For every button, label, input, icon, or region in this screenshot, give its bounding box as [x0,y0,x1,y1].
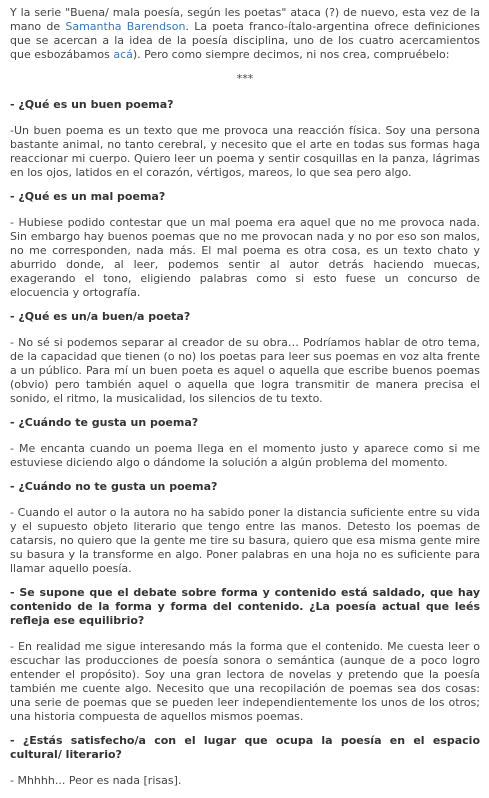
answer-4: - Me encanta cuando un poema llega en el momento justo y aparece como si me estuviese diciendo algo o dándome la solución a algún problema del momento. [10,442,480,469]
author-link[interactable]: Samantha Barendson [65,20,186,33]
answer-6: - En realidad me sigue interesando más la forma que el contenido. Me cuesta leer o escuchar las producciones de poesía sonora o semántica (aunque de a poco logro entender el propósito). Soy una gran lectora de novelas y pretendo que la poesía también me cuente algo. Necesito que una recopilación de poemas sea dos cosas: una serie de poemas que se pueden leer independientemente los unos de los otros; una historia compuesta de aquellos mismos poemas. [10,640,480,723]
question-6: - Se supone que el debate sobre forma y contenido está saldado, que hay contenido de la forma y forma del contenido. ¿La poesía actual que leés refleja ese equilibrio? [10,586,480,627]
question-3: - ¿Qué es un/a buen/a poeta? [10,310,191,323]
aca-link[interactable]: acá [113,48,133,61]
article-body [10,6,480,798]
intro-paragraph [10,6,480,62]
intro-text-end: ). Pero como siempre decimos, ni nos crea, compruébelo: [132,48,450,61]
question-4: - ¿Cuándo te gusta un poema? [10,416,199,429]
question-2: - ¿Qué es un mal poema? [10,190,166,203]
intro-text-start: Y la serie "Buena/ mala poesía, según les poetas" ataca (?) de nuevo, esta vez de la mano de [10,6,480,33]
answer-3: - No sé si podemos separar al creador de su obra… Podríamos hablar de otro tema, de la capacidad que tienen (o no) los poetas para leer sus poemas en voz alta frente a un público. Para mí un buen poeta es aquel o aquella que escribe buenos poemas (obvio) pero también aquel o aquella que logra transmitir de manera precisa el sonido, el ritmo, la musicalidad, los silencios de tu texto. [10,336,480,405]
answer-2: - Hubiese podido contestar que un mal poema era aquel que no me provoca nada. Sin embargo hay buenos poemas que no me provocan nada y no por eso son malos, no me corresponden, nada más. El mal poema es otra cosa, es un texto chato y aburrido donde, al leer, podemos sentir al autor detrás haciendo muecas, exagerando el tono, eligiendo palabras como si esto fuese un concurso de elocuencia y ortografía. [10,216,480,299]
question-5: - ¿Cuándo no te gusta un poema? [10,480,218,493]
question-1: - ¿Qué es un buen poema? [10,98,174,111]
answer-1: -Un buen poema es un texto que me provoca una reacción física. Soy una persona bastante animal, no tanto cerebral, y necesito que el arte en todas sus formas haga reaccionar mi cuerpo. Quiero leer un poema y sentir cosquillas en la panza, lágrimas en los ojos, latidos en el corazón, vértigos, mareos, lo que sea pero algo. [10,124,480,179]
answer-7: - Mhhhh... Peor es nada [risas]. [10,774,182,787]
question-7: - ¿Estás satisfecho/a con el lugar que ocupa la poesía en el espacio cultural/ literario? [10,734,480,761]
intro-text-middle: . La poeta franco-ítalo-argentina ofrece definiciones que se acercan a la idea de la poesía disciplina, uno de los cuatro acercamientos que esbozábamos [10,20,480,61]
answer-5: - Cuando el autor o la autora no ha sabido poner la distancia suficiente entre su vida y el supuesto objeto literario que tengo entre las manos. Detesto los poemas de catarsis, no quiero que la gente me tire su basura, quiero que esa misma gente mire su basura y la transforme en algo. Poner palabras en una hoja no es suficiente para llamar aquello poesía. [10,506,480,575]
section-separator: *** [236,72,254,85]
